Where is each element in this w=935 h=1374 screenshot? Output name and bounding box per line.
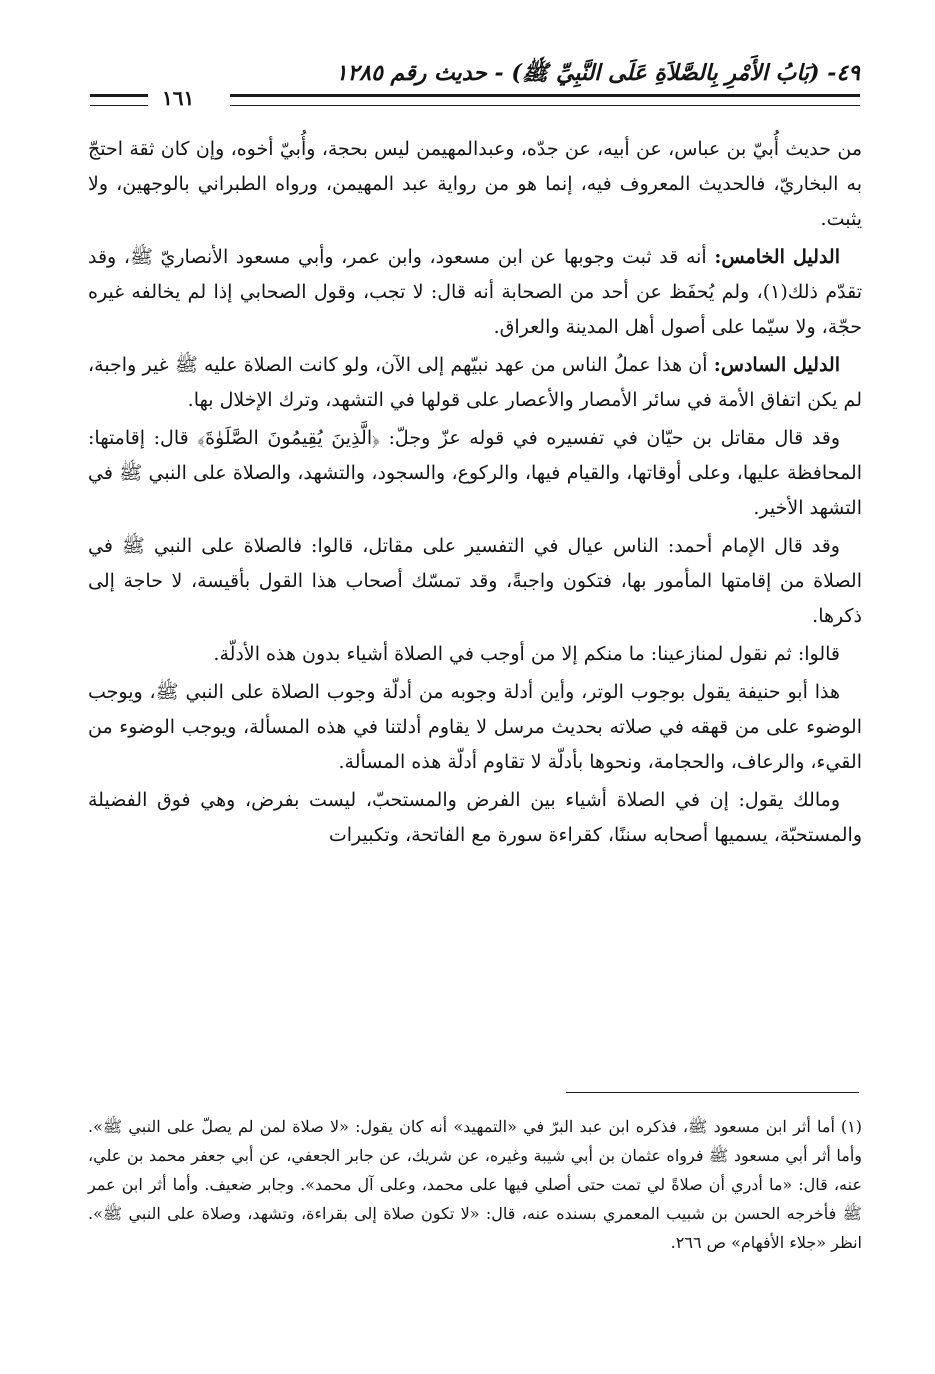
paragraph-text: ومالك يقول: إن في الصلاة أشياء بين الفرض والمستحبّ، ليست بفرض، وهي فوق الفضيلة والمستحبّة، يسميها أصحابه سننًا، كقراءة سورة مع الفاتحة، وتكبيرات [88, 789, 862, 846]
paragraph-text: أن هذا عملُ الناس من عهد نبيّهم إلى الآن، ولو كانت الصلاة عليه ﷺ غير واجبة، لم يكن اتفاق الأمة في سائر الأمصار والأعصار على قولها في التشهد، وترك الإخلال بها. [88, 354, 862, 411]
page-header [90, 56, 860, 110]
paragraph-text: وقد قال الإمام أحمد: الناس عيال في التفسير على مقاتل، قالوا: فالصلاة على النبي ﷺ في الصلاة من إقامتها المأمور بها، فتكون واجبةً، وقد تمسّك أصحاب هذا القول بأقيسة، لا حاجة إلى ذكرها. [88, 535, 862, 627]
paragraph-text: من حديث أُبيّ بن عباس، عن أبيه، عن جدّه، وعبدالمهيمن ليس بحجة، وأُبيّ أخوه، وإن كان ثقة احتجّ به البخاريّ، فالحديث المعروف فيه، إنما هو من رواية عبد المهيمن، ورواه الطبراني بالوجهين، ولا يثبت. [88, 138, 862, 230]
paragraph-lead: الدليل الخامس: [714, 246, 840, 268]
paragraph-lead: الدليل السادس: [713, 354, 840, 376]
footnotes [88, 1112, 862, 1257]
paragraph-text: أنه قد ثبت وجوبها عن ابن مسعود، وابن عمر، وأبي مسعود الأنصاريّ ﷺ، وقد تقدّم ذلك(١)، ولم يُحفَظ عن أحد من الصحابة أنه قال: لا تجب، وقول الصحابي إذا لم يخالفه غيره حجّة، ولا سيّما على أصول أهل المدينة والعراق. [88, 246, 862, 338]
main-text [88, 132, 862, 856]
footnote [88, 1112, 862, 1257]
paragraph [88, 529, 862, 634]
footnote-text: أما أثر ابن مسعود ﷺ، فذكره ابن عبد البرّ في «التمهيد» أنه كان يقول: «لا صلاة لمن لم يصلّ على النبي ﷺ». وأما أثر أبي مسعود ﷺ فرواه عثمان بن أبي شيبة وغيره، عن شريك، عن جابر الجعفي، عن أبي جعفر محمد بن علي، عنه، قال: «ما أدري أن صلاةً لي تمت حتى أصلي فيها على محمد، وعلى آل محمد». وجابر ضعيف. وأما أثر ابن عمر ﷺ فأخرجه الحسن بن شبيب المعمري بسنده عنه، قال: «لا تكون صلاة إلى بقراءة، وتشهد، وصلاة على النبي ﷺ». انظر «جلاء الأفهام» ص ٢٦٦. [88, 1117, 863, 1252]
page-number: ١٦١ [162, 86, 195, 110]
header-rule [230, 94, 860, 106]
paragraph [88, 637, 862, 672]
footnote-separator [566, 1092, 859, 1093]
paragraph [88, 240, 862, 345]
paragraph-text: قالوا: ثم نقول لمنازعينا: ما منكم إلا من أوجب في الصلاة أشياء بدون هذه الأدلّة. [213, 643, 840, 665]
paragraph [88, 675, 862, 780]
paragraph [88, 348, 862, 418]
paragraph-text: وقد قال مقاتل بن حيّان في تفسيره في قوله عزّ وجلّ: ﴿الَّذِينَ يُقِيمُونَ الصَّلَوٰةَ﴾ قال: إقامتها: المحافظة عليها، وعلى أوقاتها، والقيام فيها، والركوع، والسجود، والتشهد، والصلاة على النبي ﷺ في التشهد الأخير. [88, 427, 862, 519]
paragraph [88, 132, 862, 237]
paragraph [88, 783, 862, 853]
paragraph [88, 421, 862, 526]
paragraph-text: هذا أبو حنيفة يقول بوجوب الوتر، وأين أدلة وجوبه من أدلّة وجوب الصلاة على النبي ﷺ، ويوجب الوضوء على من قهقه في صلاته بحديث مرسل لا يقاوم أدلتنا في هذه المسألة، ويوجب الوضوء من القيء، والرعاف، والحجامة، ونحوها بأدلّة لا تقاوم أدلّة هذه المسألة. [88, 681, 862, 773]
running-head-title: ٤٩- (بَابُ الأَمْرِ بِالصَّلاَةِ عَلَى النَّبِيِّ ﷺ) - حديث رقم ١٢٨٥ [335, 60, 860, 86]
footnote-marker: (١) [840, 1117, 863, 1136]
header-rule-short [90, 94, 148, 106]
